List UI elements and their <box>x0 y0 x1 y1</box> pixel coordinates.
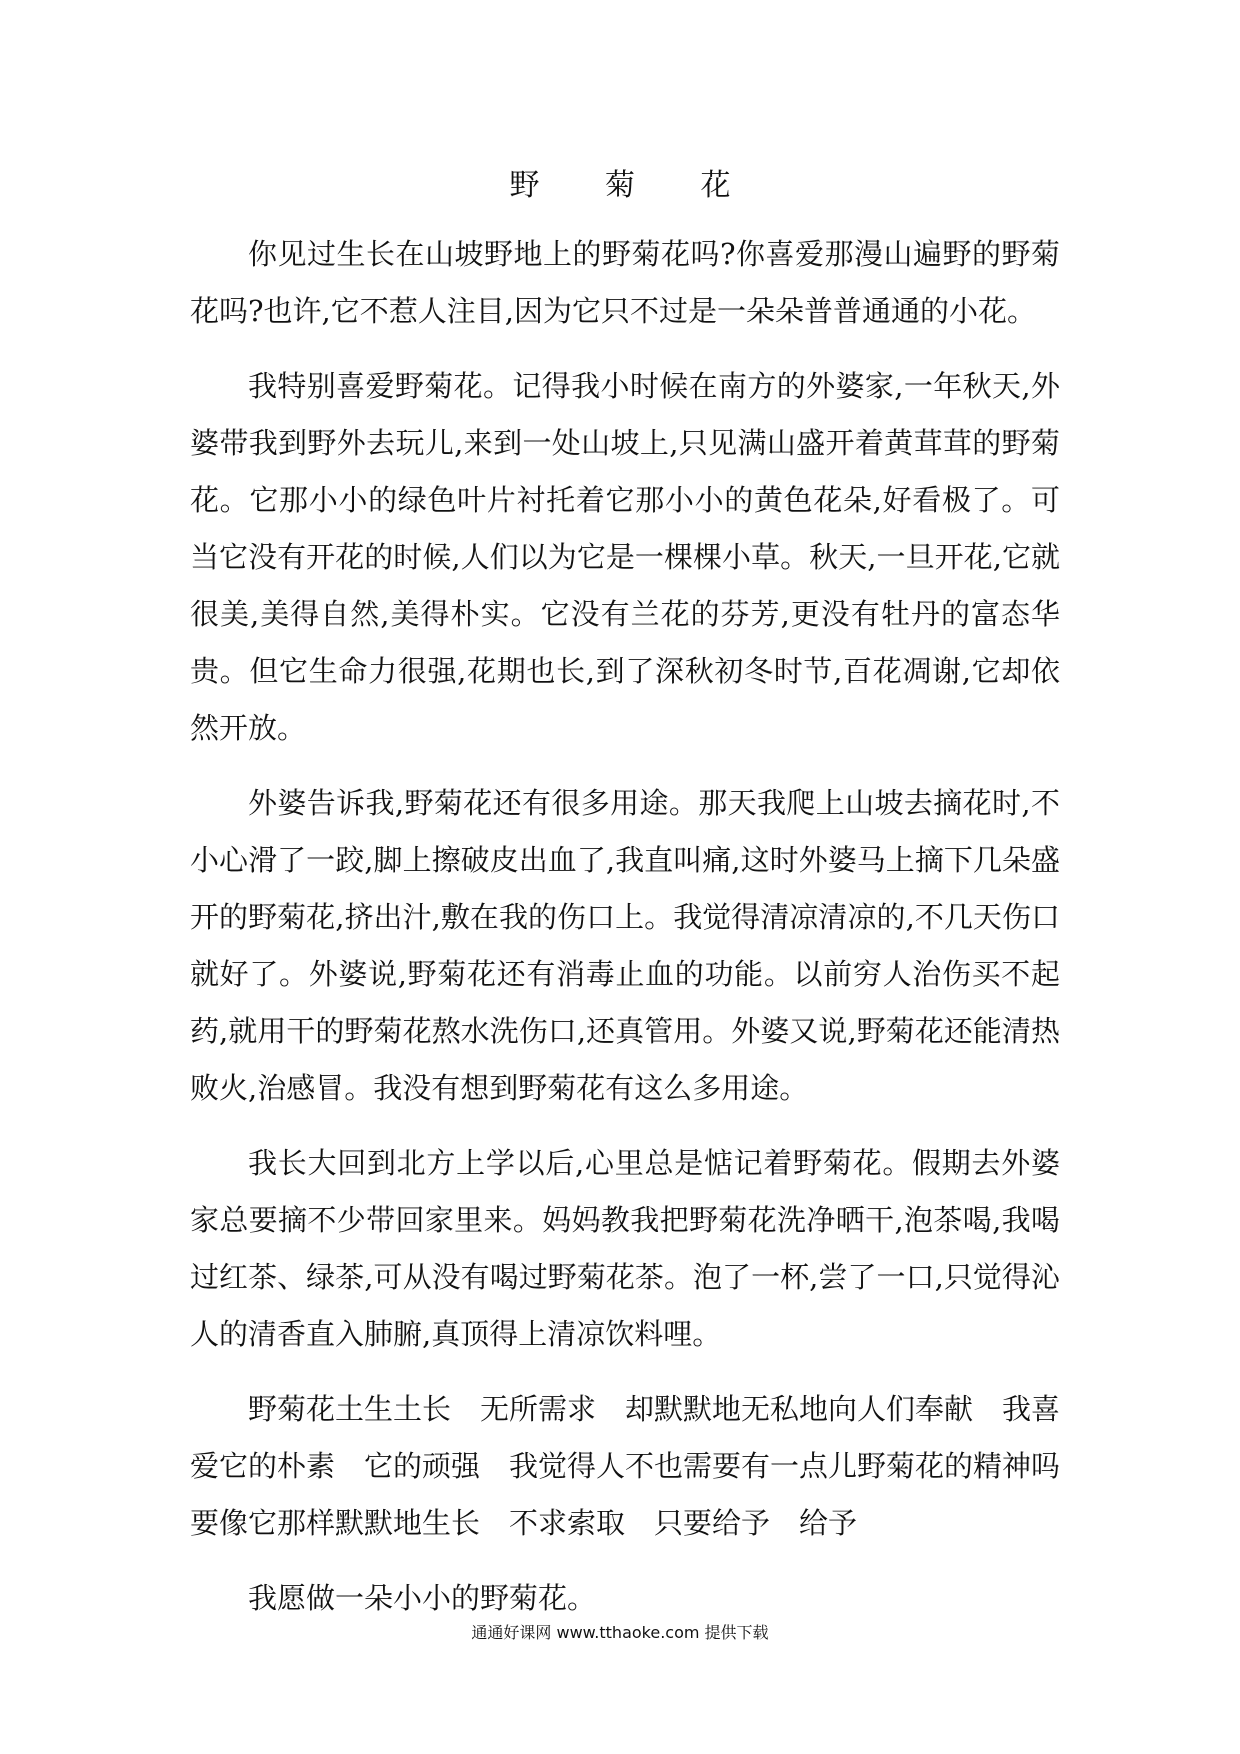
paragraph-5: 野菊花土生土长 无所需求 却默默地无私地向人们奉献 我喜爱它的朴素 它的顽强 我觉得人不也需要有一点儿野菊花的精神吗 要像它那样默默地生长 不求索取 只要给予 给予 <box>190 1392 1090 1540</box>
page-title: 野 菊 花 <box>509 168 759 203</box>
paragraph-3: 外婆告诉我,野菊花还有很多用途。那天我爬上山坡去摘花时,不小心滑了一跤,脚上擦破皮出血了,我直叫痛,这时外婆马上摘下几朵盛开的野菊花,挤出汁,敷在我的伤口上。我觉得清凉清凉的,不几天伤口就好了。外婆说,野菊花还有消毒止血的功能。以前穷人治伤买不起药,就用干的野菊花熬水洗伤口,还真管用。外婆又说,野菊花还能清热败火,治感冒。我没有想到野菊花有这么多用途。 <box>190 786 1060 1105</box>
paragraph-2: 我特别喜爱野菊花。记得我小时候在南方的外婆家,一年秋天,外婆带我到野外去玩儿,来到一处山坡上,只见满山盛开着黄茸茸的野菊花。它那小小的绿色叶片衬托着它那小小的黄色花朵,好看极了。可当它没有开花的时候,人们以为它是一棵棵小草。秋天,一旦开花,它就很美,美得自然,美得朴实。它没有兰花的芬芳,更没有牡丹的富态华贵。但它生命力很强,花期也长,到了深秋初冬时节,百花凋谢,它却依然开放。 <box>190 369 1060 745</box>
paragraph-4: 我长大回到北方上学以后,心里总是惦记着野菊花。假期去外婆家总要摘不少带回家里来。妈妈教我把野菊花洗净晒干,泡茶喝,我喝过红茶、绿茶,可从没有喝过野菊花茶。泡了一杯,尝了一口,只觉得沁人的清香直入肺腑,真顶得上清凉饮料哩。 <box>190 1146 1060 1351</box>
paragraph-1: 你见过生长在山坡野地上的野菊花吗?你喜爱那漫山遍野的野菊花吗?也许,它不惹人注目,因为它只不过是一朵朵普普通通的小花。 <box>190 237 1060 328</box>
article-body <box>190 226 1090 1645</box>
paragraph-6: 我愿做一朵小小的野菊花。 <box>248 1581 597 1615</box>
footer-source: 通通好课网 www.tthaoke.com 提供下载 <box>471 1623 769 1642</box>
